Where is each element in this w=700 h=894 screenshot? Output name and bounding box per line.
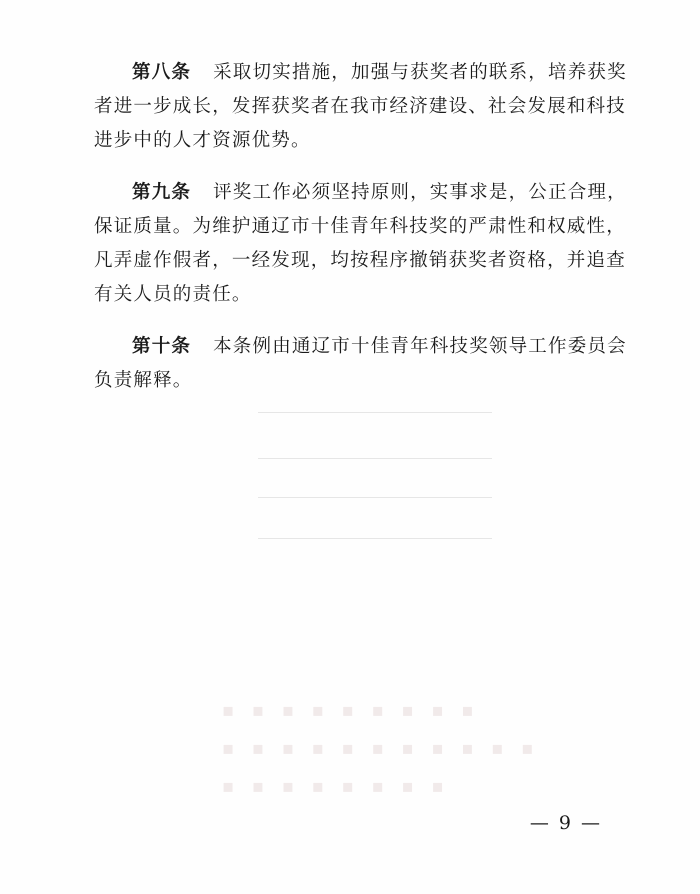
articles-body	[94, 56, 627, 416]
ghost-seal-text: ▪ ▪ ▪ ▪ ▪ ▪ ▪ ▪ ▪	[222, 700, 480, 721]
article-text: 评奖工作必须坚持原则，实事求是，公正合理，	[213, 182, 627, 203]
article-number: 第八条	[132, 62, 192, 83]
ghost-rule	[258, 497, 492, 498]
article-line: 有关人员的责任。	[94, 284, 252, 305]
ghost-rule	[258, 538, 492, 539]
article-line: 进步中的人才资源优势。	[94, 130, 311, 151]
article-text: 本条例由通辽市十佳青年科技奖领导工作委员会	[213, 336, 627, 357]
article-line: 者进一步成长，发挥获奖者在我市经济建设、社会发展和科技	[94, 96, 626, 117]
article-line: 凡弄虚作假者，一经发现，均按程序撤销获奖者资格，并追查	[94, 250, 626, 271]
ghost-rule	[258, 458, 492, 459]
article-10	[94, 330, 627, 398]
article-number: 第九条	[132, 182, 192, 203]
article-9	[94, 176, 627, 312]
article-line	[94, 330, 627, 364]
article-line	[94, 176, 627, 210]
article-number: 第十条	[132, 336, 192, 357]
article-line: 保证质量。为维护通辽市十佳青年科技奖的严肃性和权威性，	[94, 216, 626, 237]
article-text: 采取切实措施，加强与获奖者的联系，培养获奖	[213, 62, 627, 83]
article-8	[94, 56, 627, 158]
ghost-seal-text: ▪ ▪ ▪ ▪ ▪ ▪ ▪ ▪	[222, 776, 450, 797]
article-line	[94, 56, 627, 90]
article-line: 负责解释。	[94, 370, 193, 391]
page-number: — 9 —	[529, 812, 602, 834]
ghost-seal-text: ▪ ▪ ▪ ▪ ▪ ▪ ▪ ▪ ▪ ▪ ▪	[222, 738, 540, 759]
